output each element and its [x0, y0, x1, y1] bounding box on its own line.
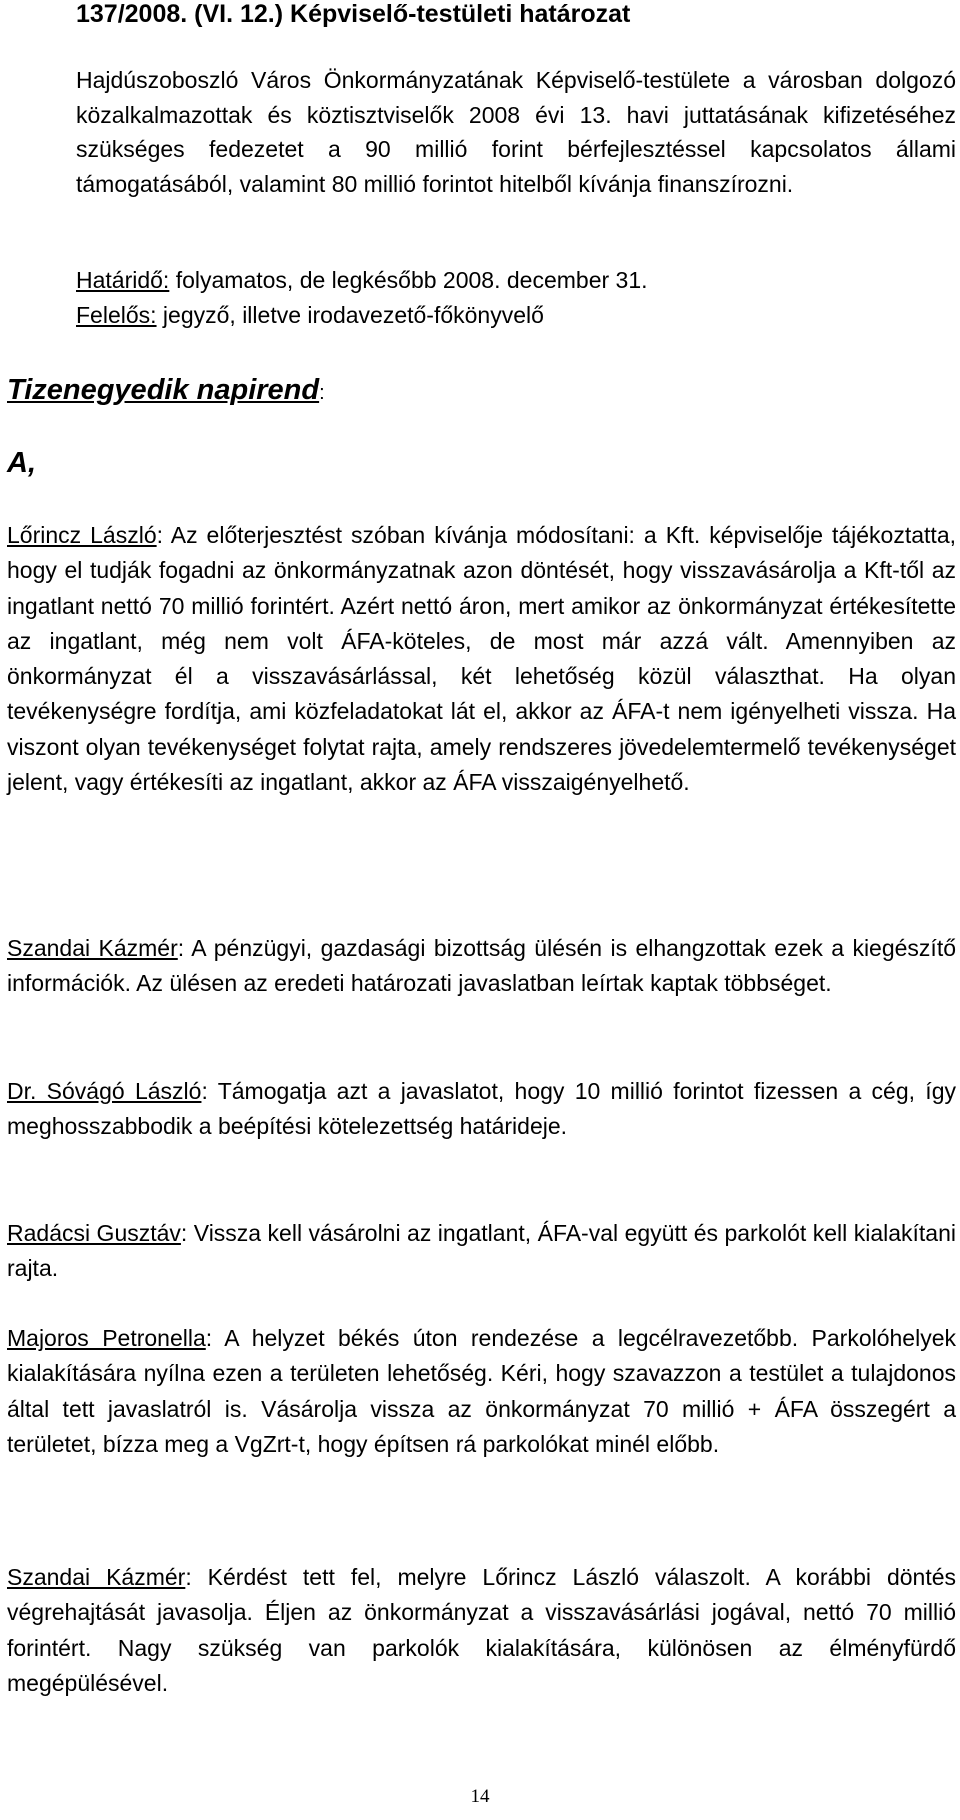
speaker-name: Radácsi Gusztáv	[7, 1220, 181, 1246]
speech-text: : Az előterjesztést szóban kívánja módosítani: a Kft. képviselője tájékoztatta, hogy el tudják fogadni az önkormányzatnak azon döntését, hogy visszavásárolja a Kft-től az ingatlant nettó 70 millió forintért. Azért nettó áron, mert amikor az önkormányzat értékesítette az ingatlant, még nem volt ÁFA-köteles, de most már azzá vált. Amennyiben az önkormányzat él a visszavásárlással, két lehetőség közül választhat. Ha olyan tevékenységre fordítja, ami közfeladatokat lát el, akkor az ÁFA-t nem igényelheti vissza. Ha viszont olyan tevékenységet folytat rajta, amely rendszeres jövedelemtermelő tevékenységet jelent, vagy értékesíti az ingatlant, akkor az ÁFA visszaigényelhető.	[7, 522, 956, 796]
page-number: 14	[470, 1786, 490, 1807]
speech-text: : Kérdést tett fel, melyre Lőrincz László válaszolt. A korábbi döntés végrehajtását javasolja. Éljen az önkormányzat a visszavásárlási jogával, nettó 70 millió forintért. Nagy szükség van parkolók kialakítására, különösen az élményfürdő megépülésével.	[7, 1564, 957, 1696]
speaker-name: Majoros Petronella	[7, 1325, 206, 1351]
speech-paragraph	[7, 931, 956, 1002]
resolution-heading: 137/2008. (VI. 12.) Képviselő-testületi határozat	[76, 0, 631, 28]
speech-text: : A helyzet békés úton rendezése a legcélravezetőbb. Parkolóhelyek kialakítására nyílna ezen a területen lehetőség. Kéri, hogy szavazzon a testület a tulajdonos által tett javaslatról is. Vásárolja vissza az önkormányzat 70 millió + ÁFA összegért a területet, bízza meg a VgZrt-t, hogy építsen rá parkolókat minél előbb.	[7, 1325, 957, 1457]
speech-paragraph	[7, 1074, 956, 1145]
speech-text: : Vissza kell vásárolni az ingatlant, ÁFA-val együtt és parkolót kell kialakítani rajta.	[7, 1220, 956, 1282]
speaker-name: Szandai Kázmér	[7, 1564, 186, 1590]
section-letter: A,	[7, 447, 36, 479]
agenda-heading	[7, 373, 325, 410]
speaker-name: Szandai Kázmér	[7, 935, 178, 961]
agenda-title: Tizenegyedik napirend	[7, 374, 320, 406]
deadline-label: Határidő:	[76, 267, 170, 293]
deadline-value: folyamatos, de legkésőbb 2008. december 31.	[169, 267, 648, 293]
responsible-line	[76, 300, 544, 330]
deadline-line	[76, 265, 648, 295]
speaker-name: Lőrincz László	[7, 522, 157, 548]
resolution-text: Hajdúszoboszló Város Önkormányzatának Képviselő-testülete a városban dolgozó közalkalmazottak és köztisztviselők 2008 évi 13. havi juttatásának kifizetéséhez szükséges fedezetet a 90 millió forint bérfejlesztéssel kapcsolatos állami támogatásából, valamint 80 millió forintot hitelből kívánja finanszírozni.	[76, 67, 956, 197]
speech-text: : Támogatja azt a javaslatot, hogy 10 millió forintot fizessen a cég, így meghosszabbodik a beépítési kötelezettség határideje.	[7, 1078, 956, 1140]
responsible-value: jegyző, illetve irodavezető-főkönyvelő	[156, 302, 544, 328]
speech-paragraph	[7, 1216, 956, 1287]
responsible-label: Felelős:	[76, 302, 157, 328]
speech-paragraph	[7, 518, 956, 800]
speech-paragraph	[7, 1321, 956, 1462]
speech-text: : A pénzügyi, gazdasági bizottság ülésén is elhangzottak ezek a kiegészítő információk. Az ülésen az eredeti határozati javaslatban leírtak kaptak többséget.	[7, 935, 957, 997]
speech-paragraph	[7, 1560, 956, 1701]
agenda-colon: :	[319, 382, 325, 404]
speaker-name: Dr. Sóvágó László	[7, 1078, 202, 1104]
